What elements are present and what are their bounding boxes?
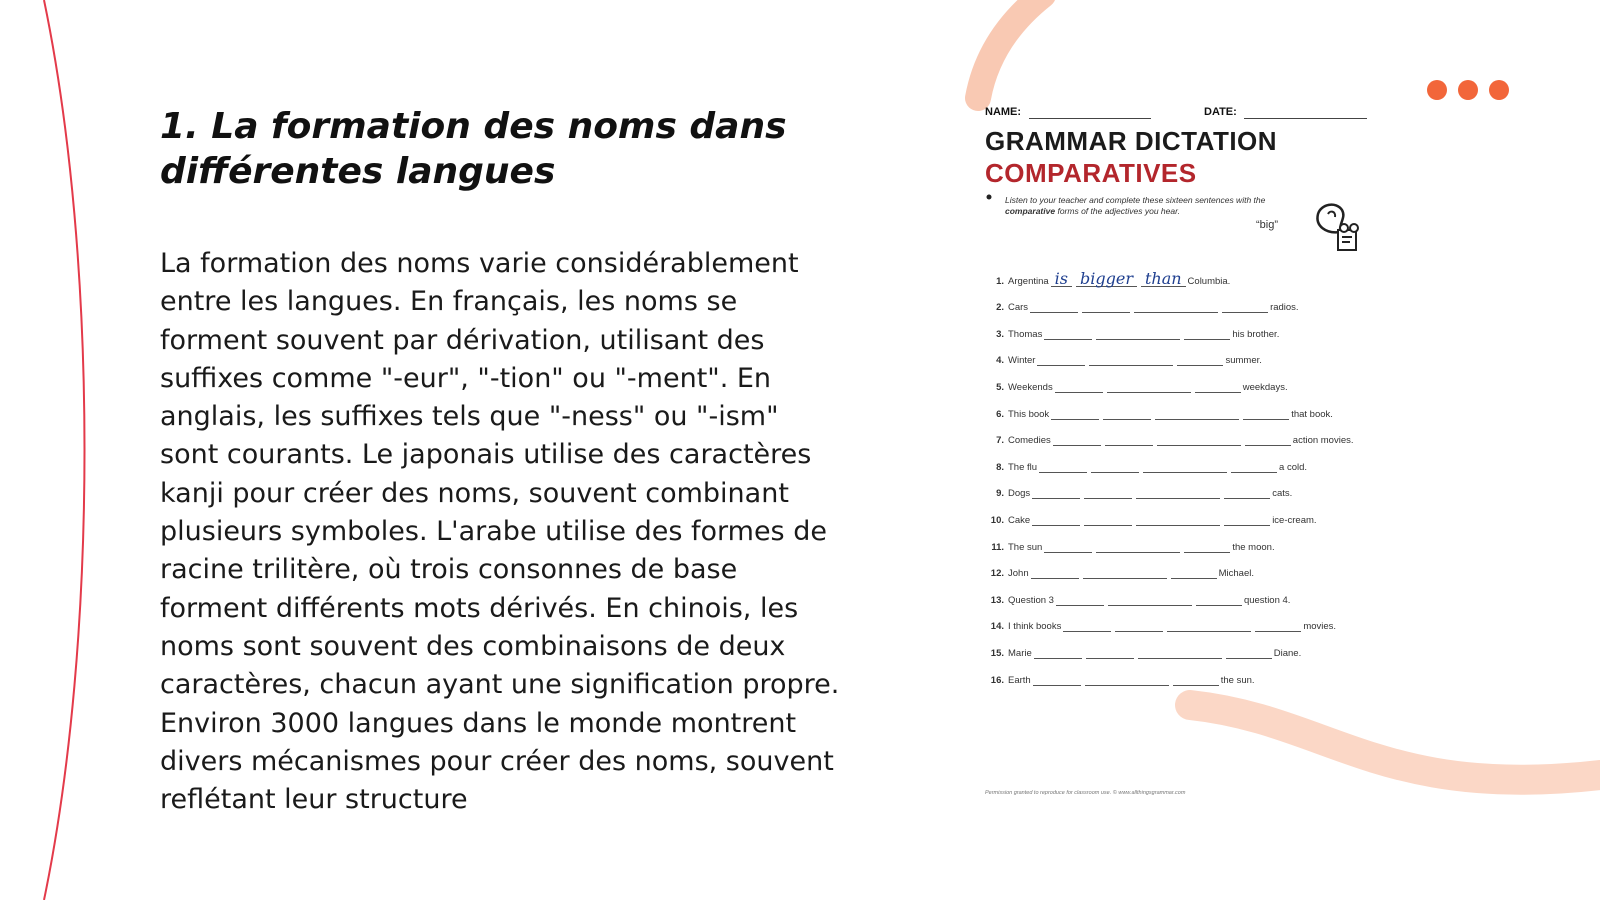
sentence-end: cats.	[1272, 488, 1293, 500]
decorative-dots	[1427, 80, 1509, 100]
answer-blank	[1086, 648, 1134, 659]
bullet-icon	[985, 193, 993, 201]
top-arc-decoration	[978, 0, 1043, 98]
worksheet-sentence-row	[985, 579, 1365, 606]
sentence-start: The sun	[1008, 541, 1043, 553]
answer-blank	[1107, 382, 1191, 393]
slide-body-text: La formation des noms varie considérablement entre les langues. En français, les noms se forment souvent par dérivation, utilisant des suffixes comme "-eur", "-tion" ou "-ment". En anglais, les suffixes tels que "-ness" ou "-ism" sont courants. Le japonais utilise des caractères kanji pour créer des noms, souvent combinant plusieurs symboles. L'arabe utilise des formes de racine trilitère, où trois consonnes de base forment différents mots dérivés. En chinois, les noms sont souvent des combinaisons de deux caractères, chacun ayant une signification propre. Environ 3000 langues dans le monde montrent divers mécanismes pour créer des noms, souvent reflétant leur structure	[160, 248, 840, 816]
answer-blank	[1243, 409, 1289, 420]
answer-blank	[1177, 355, 1223, 366]
sentence-start: Winter	[1008, 355, 1036, 367]
sentence-end: that book.	[1291, 408, 1333, 420]
sentence-end: Diane.	[1273, 647, 1302, 659]
sentence-number: 12.	[990, 568, 1004, 580]
answer-blank	[1196, 595, 1242, 606]
worksheet-sentence-row	[985, 420, 1365, 447]
answer-blank	[1136, 515, 1220, 526]
sentence-end: question 4.	[1243, 594, 1291, 606]
instructions-post: forms of the adjectives you hear.	[1055, 206, 1180, 216]
worksheet-title: GRAMMAR DICTATION	[985, 126, 1278, 156]
worksheet-sentence-row	[985, 260, 1365, 287]
answer-blank	[1155, 409, 1239, 420]
handwritten-answer: than	[1141, 272, 1186, 287]
answer-blank	[1034, 648, 1082, 659]
answer-blank	[1053, 435, 1101, 446]
answer-blank	[1157, 435, 1241, 446]
bottom-wave-decoration	[1190, 705, 1600, 780]
worksheet-sentence-row	[985, 366, 1365, 393]
answer-blank	[1082, 302, 1130, 313]
answer-blank	[1195, 382, 1241, 393]
answer-blank	[1226, 648, 1272, 659]
sentence-end: ice-cream.	[1272, 514, 1317, 526]
answer-blank	[1084, 488, 1132, 499]
sentence-start: Marie	[1008, 647, 1032, 659]
sentence-start: This book	[1008, 408, 1050, 420]
answer-blank	[1173, 675, 1219, 686]
worksheet-sentence-row	[985, 499, 1365, 526]
sentence-start: I think books	[1008, 621, 1062, 633]
answer-blank	[1044, 542, 1092, 553]
sentence-number: 2.	[996, 302, 1004, 314]
answer-blank	[1032, 488, 1080, 499]
sentence-number: 8.	[996, 461, 1004, 473]
worksheet-image	[985, 100, 1385, 796]
answer-blank	[1033, 675, 1081, 686]
sentence-end: Columbia.	[1187, 275, 1231, 287]
example-word: “big”	[1256, 219, 1279, 231]
answer-blank	[1096, 542, 1180, 553]
sentence-number: 7.	[996, 435, 1004, 447]
sentence-number: 1.	[996, 275, 1004, 287]
worksheet-footer: Permission granted to reproduce for classroom use. © www.allthingsgrammar.com	[985, 790, 1186, 796]
instructions-pre: Listen to your teacher and complete these sixteen sentences with the	[1005, 195, 1266, 205]
sentence-start: Thomas	[1008, 328, 1043, 340]
worksheet-sentence-row	[985, 393, 1365, 420]
answer-blank	[1134, 302, 1218, 313]
answer-blank	[1085, 675, 1169, 686]
dot-1	[1427, 80, 1447, 100]
sentence-end: movies.	[1303, 621, 1337, 633]
sentence-list	[985, 260, 1365, 686]
sentence-number: 13.	[990, 594, 1004, 606]
answer-blank	[1167, 621, 1251, 632]
sentence-end: summer.	[1225, 355, 1262, 367]
date-label: DATE:	[1204, 106, 1237, 118]
dot-3	[1489, 80, 1509, 100]
dot-2	[1458, 80, 1478, 100]
worksheet-instructions	[1005, 195, 1285, 217]
answer-blank	[1224, 488, 1270, 499]
sentence-number: 11.	[991, 541, 1004, 553]
sentence-end: the sun.	[1220, 674, 1255, 686]
worksheet-sentence-row	[985, 473, 1365, 500]
sentence-number: 9.	[996, 488, 1004, 500]
answer-blank	[1184, 542, 1230, 553]
answer-blank	[1136, 488, 1220, 499]
answer-blank	[1030, 302, 1078, 313]
sentence-start: Dogs	[1008, 488, 1031, 500]
answer-blank	[1108, 595, 1192, 606]
sentence-number: 4.	[996, 355, 1004, 367]
answer-blank	[1245, 435, 1291, 446]
sentence-number: 6.	[996, 408, 1004, 420]
answer-blank	[1184, 329, 1230, 340]
answer-blank	[1138, 648, 1222, 659]
sentence-start: Argentina	[1008, 275, 1049, 287]
sentence-end: radios.	[1270, 302, 1299, 314]
answer-blank	[1055, 382, 1103, 393]
sentence-start: Weekends	[1008, 381, 1053, 393]
worksheet-sentence-row	[985, 659, 1365, 686]
worksheet-sentence-row	[985, 287, 1365, 314]
worksheet-sentence-row	[985, 632, 1365, 659]
answer-blank	[1231, 462, 1277, 473]
handwritten-answer: bigger	[1076, 272, 1137, 287]
sentence-number: 16.	[990, 674, 1004, 686]
worksheet-sentence-row	[985, 553, 1365, 580]
sentence-number: 3.	[996, 328, 1004, 340]
answer-blank	[1044, 329, 1092, 340]
sentence-start: Earth	[1008, 674, 1031, 686]
answer-blank	[1039, 462, 1087, 473]
left-red-curve	[44, 0, 85, 900]
answer-blank	[1083, 568, 1167, 579]
answer-blank	[1143, 462, 1227, 473]
answer-blank	[1255, 621, 1301, 632]
answer-blank	[1089, 355, 1173, 366]
sentence-end: a cold.	[1279, 461, 1308, 473]
instructions-bold: comparative	[1005, 206, 1056, 216]
ear-icon	[1312, 200, 1370, 255]
sentence-start: Cars	[1008, 302, 1029, 314]
sentence-number: 15.	[990, 647, 1004, 659]
answer-blank	[1051, 409, 1099, 420]
sentence-start: The flu	[1008, 461, 1038, 473]
worksheet-subtitle: COMPARATIVES	[985, 158, 1197, 188]
sentence-end: Michael.	[1218, 568, 1254, 580]
sentence-end: weekdays.	[1242, 381, 1288, 393]
answer-blank	[1031, 568, 1079, 579]
sentence-start: Cake	[1008, 514, 1031, 526]
name-label: NAME:	[985, 106, 1022, 118]
worksheet-sentence-row	[985, 526, 1365, 553]
answer-blank	[1105, 435, 1153, 446]
answer-blank	[1096, 329, 1180, 340]
worksheet-header	[985, 100, 1385, 122]
worksheet-sentence-row	[985, 313, 1365, 340]
answer-blank	[1103, 409, 1151, 420]
answer-blank	[1037, 355, 1085, 366]
answer-blank	[1091, 462, 1139, 473]
sentence-start: Question 3	[1008, 594, 1054, 606]
sentence-number: 14.	[990, 621, 1004, 633]
worksheet-sentence-row	[985, 340, 1365, 367]
worksheet-sentence-row	[985, 446, 1365, 473]
answer-blank	[1032, 515, 1080, 526]
sentence-end: action movies.	[1292, 435, 1354, 447]
sentence-number: 10.	[990, 514, 1004, 526]
answer-blank	[1171, 568, 1217, 579]
answer-blank	[1084, 515, 1132, 526]
date-line	[1244, 118, 1367, 119]
sentence-start: John	[1008, 568, 1029, 580]
answer-blank	[1222, 302, 1268, 313]
handwritten-answer: is	[1051, 272, 1072, 287]
answer-blank	[1063, 621, 1111, 632]
sentence-start: Comedies	[1008, 435, 1051, 447]
worksheet-sentence-row	[985, 606, 1365, 633]
answer-blank	[1056, 595, 1104, 606]
name-line	[1029, 118, 1151, 119]
slide-title: 1. La formation des noms dans différentes langues	[160, 106, 787, 192]
answer-blank	[1115, 621, 1163, 632]
sentence-end: the moon.	[1232, 541, 1275, 553]
answer-blank	[1224, 515, 1270, 526]
sentence-end: his brother.	[1232, 328, 1280, 340]
sentence-number: 5.	[996, 381, 1004, 393]
